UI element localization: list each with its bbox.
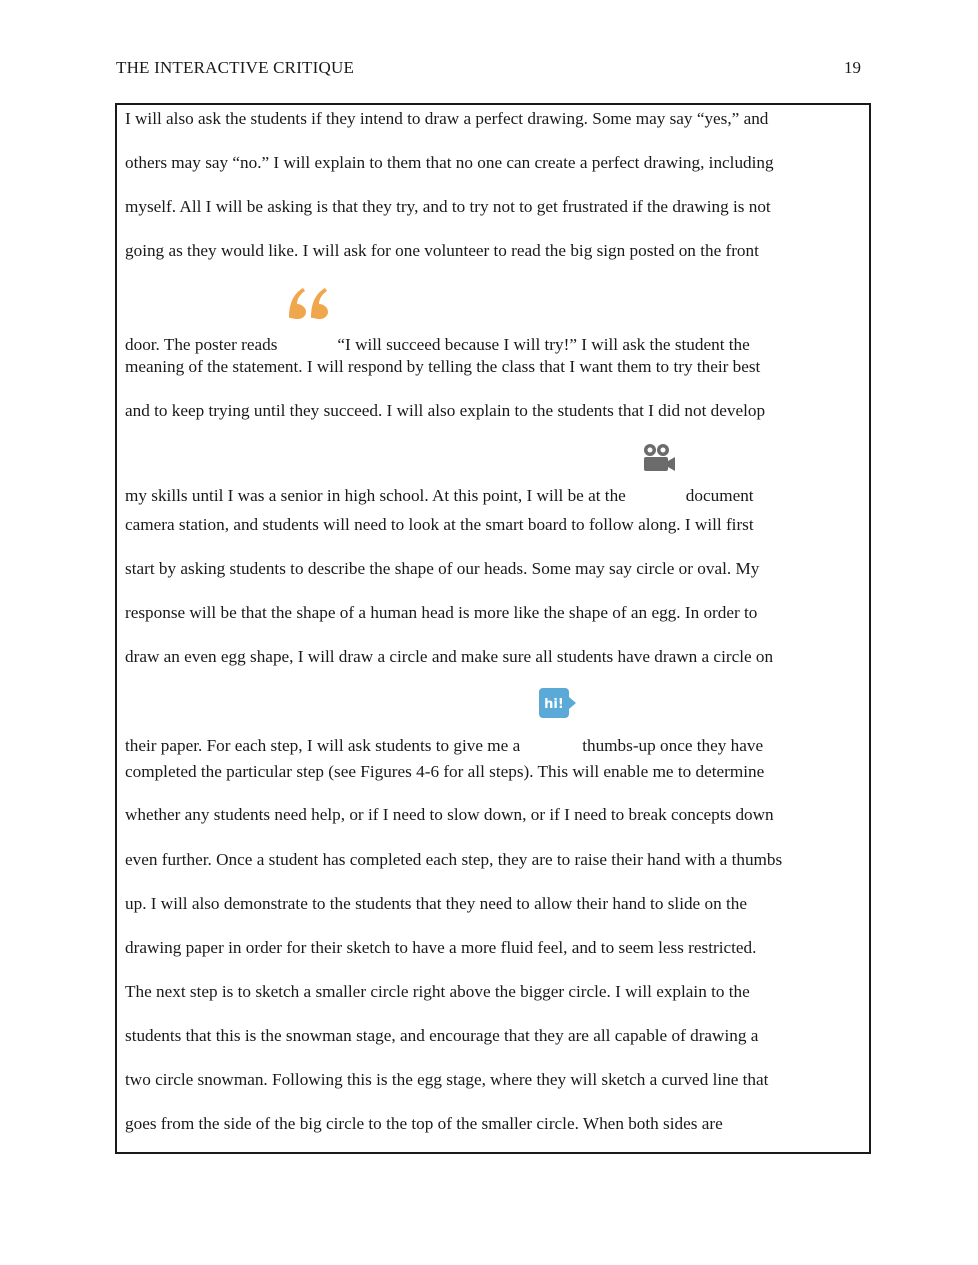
body-line-16: even further. Once a student has completed each step, they are to raise their hand with a thumbs bbox=[125, 850, 783, 869]
body-line-7: and to keep trying until they succeed. I will also explain to the students that I did not develop bbox=[125, 401, 766, 420]
body-line-18: drawing paper in order for their sketch to have a more fluid feel, and to seem less restricted. bbox=[125, 938, 757, 957]
quote-icon bbox=[287, 314, 331, 350]
body-line-10: start by asking students to describe the shape of our heads. Some may say circle or oval. My bbox=[125, 559, 760, 578]
body-line-21: two circle snowman. Following this is the egg stage, where they will sketch a curved line that bbox=[125, 1070, 769, 1089]
body-line-4: going as they would like. I will ask for one volunteer to read the big sign posted on the front bbox=[125, 241, 759, 260]
body-line-8 bbox=[125, 471, 754, 506]
running-head: THE INTERACTIVE CRITIQUE bbox=[116, 58, 355, 77]
body-line-14: completed the particular step (see Figures 4-6 for all steps). This will enable me to determine bbox=[125, 762, 765, 781]
body-line-13 bbox=[125, 697, 764, 756]
body-line-22: goes from the side of the big circle to the top of the smaller circle. When both sides are bbox=[125, 1114, 723, 1133]
line-5-after: “I will succeed because I will try!” I will ask the student the bbox=[337, 335, 750, 354]
line-5-before: door. The poster reads bbox=[125, 335, 278, 354]
body-line-17: up. I will also demonstrate to the students that they need to allow their hand to slide on the bbox=[125, 894, 747, 913]
body-line-11: response will be that the shape of a human head is more like the shape of an egg. In order to bbox=[125, 603, 758, 622]
body-line-9: camera station, and students will need to look at the smart board to follow along. I will first bbox=[125, 515, 754, 534]
body-line-19: The next step is to sketch a smaller circle right above the bigger circle. I will explain to the bbox=[125, 982, 750, 1001]
body-line-12: draw an even egg shape, I will draw a circle and make sure all students have drawn a circle on bbox=[125, 647, 774, 666]
body-line-5 bbox=[125, 314, 750, 355]
body-line-3: myself. All I will be asking is that they try, and to try not to get frustrated if the drawing is not bbox=[125, 197, 771, 216]
line-8-before: my skills until I was a senior in high school. At this point, I will be at the bbox=[125, 486, 626, 505]
body-line-2: others may say “no.” I will explain to them that no one can create a perfect drawing, including bbox=[125, 153, 774, 172]
body-line-1: I will also ask the students if they intend to draw a perfect drawing. Some may say “yes,” and bbox=[125, 109, 769, 128]
body-line-20: students that this is the snowman stage, and encourage that they are all capable of drawing a bbox=[125, 1026, 759, 1045]
bordered-text-box bbox=[115, 103, 871, 1154]
line-8-after: document bbox=[685, 486, 754, 505]
line-13-after: thumbs-up once they have bbox=[582, 736, 764, 755]
body-line-15: whether any students need help, or if I need to slow down, or if I need to break concepts down bbox=[125, 805, 774, 824]
hi-icon-text: hi! bbox=[544, 697, 565, 712]
page-number: 19 bbox=[844, 58, 861, 77]
body-line-6: meaning of the statement. I will respond by telling the class that I want them to try their best bbox=[125, 357, 761, 376]
hi-speech-bubble-icon bbox=[538, 697, 578, 751]
video-camera-icon bbox=[640, 471, 676, 501]
line-13-before: their paper. For each step, I will ask students to give me a bbox=[125, 736, 521, 755]
